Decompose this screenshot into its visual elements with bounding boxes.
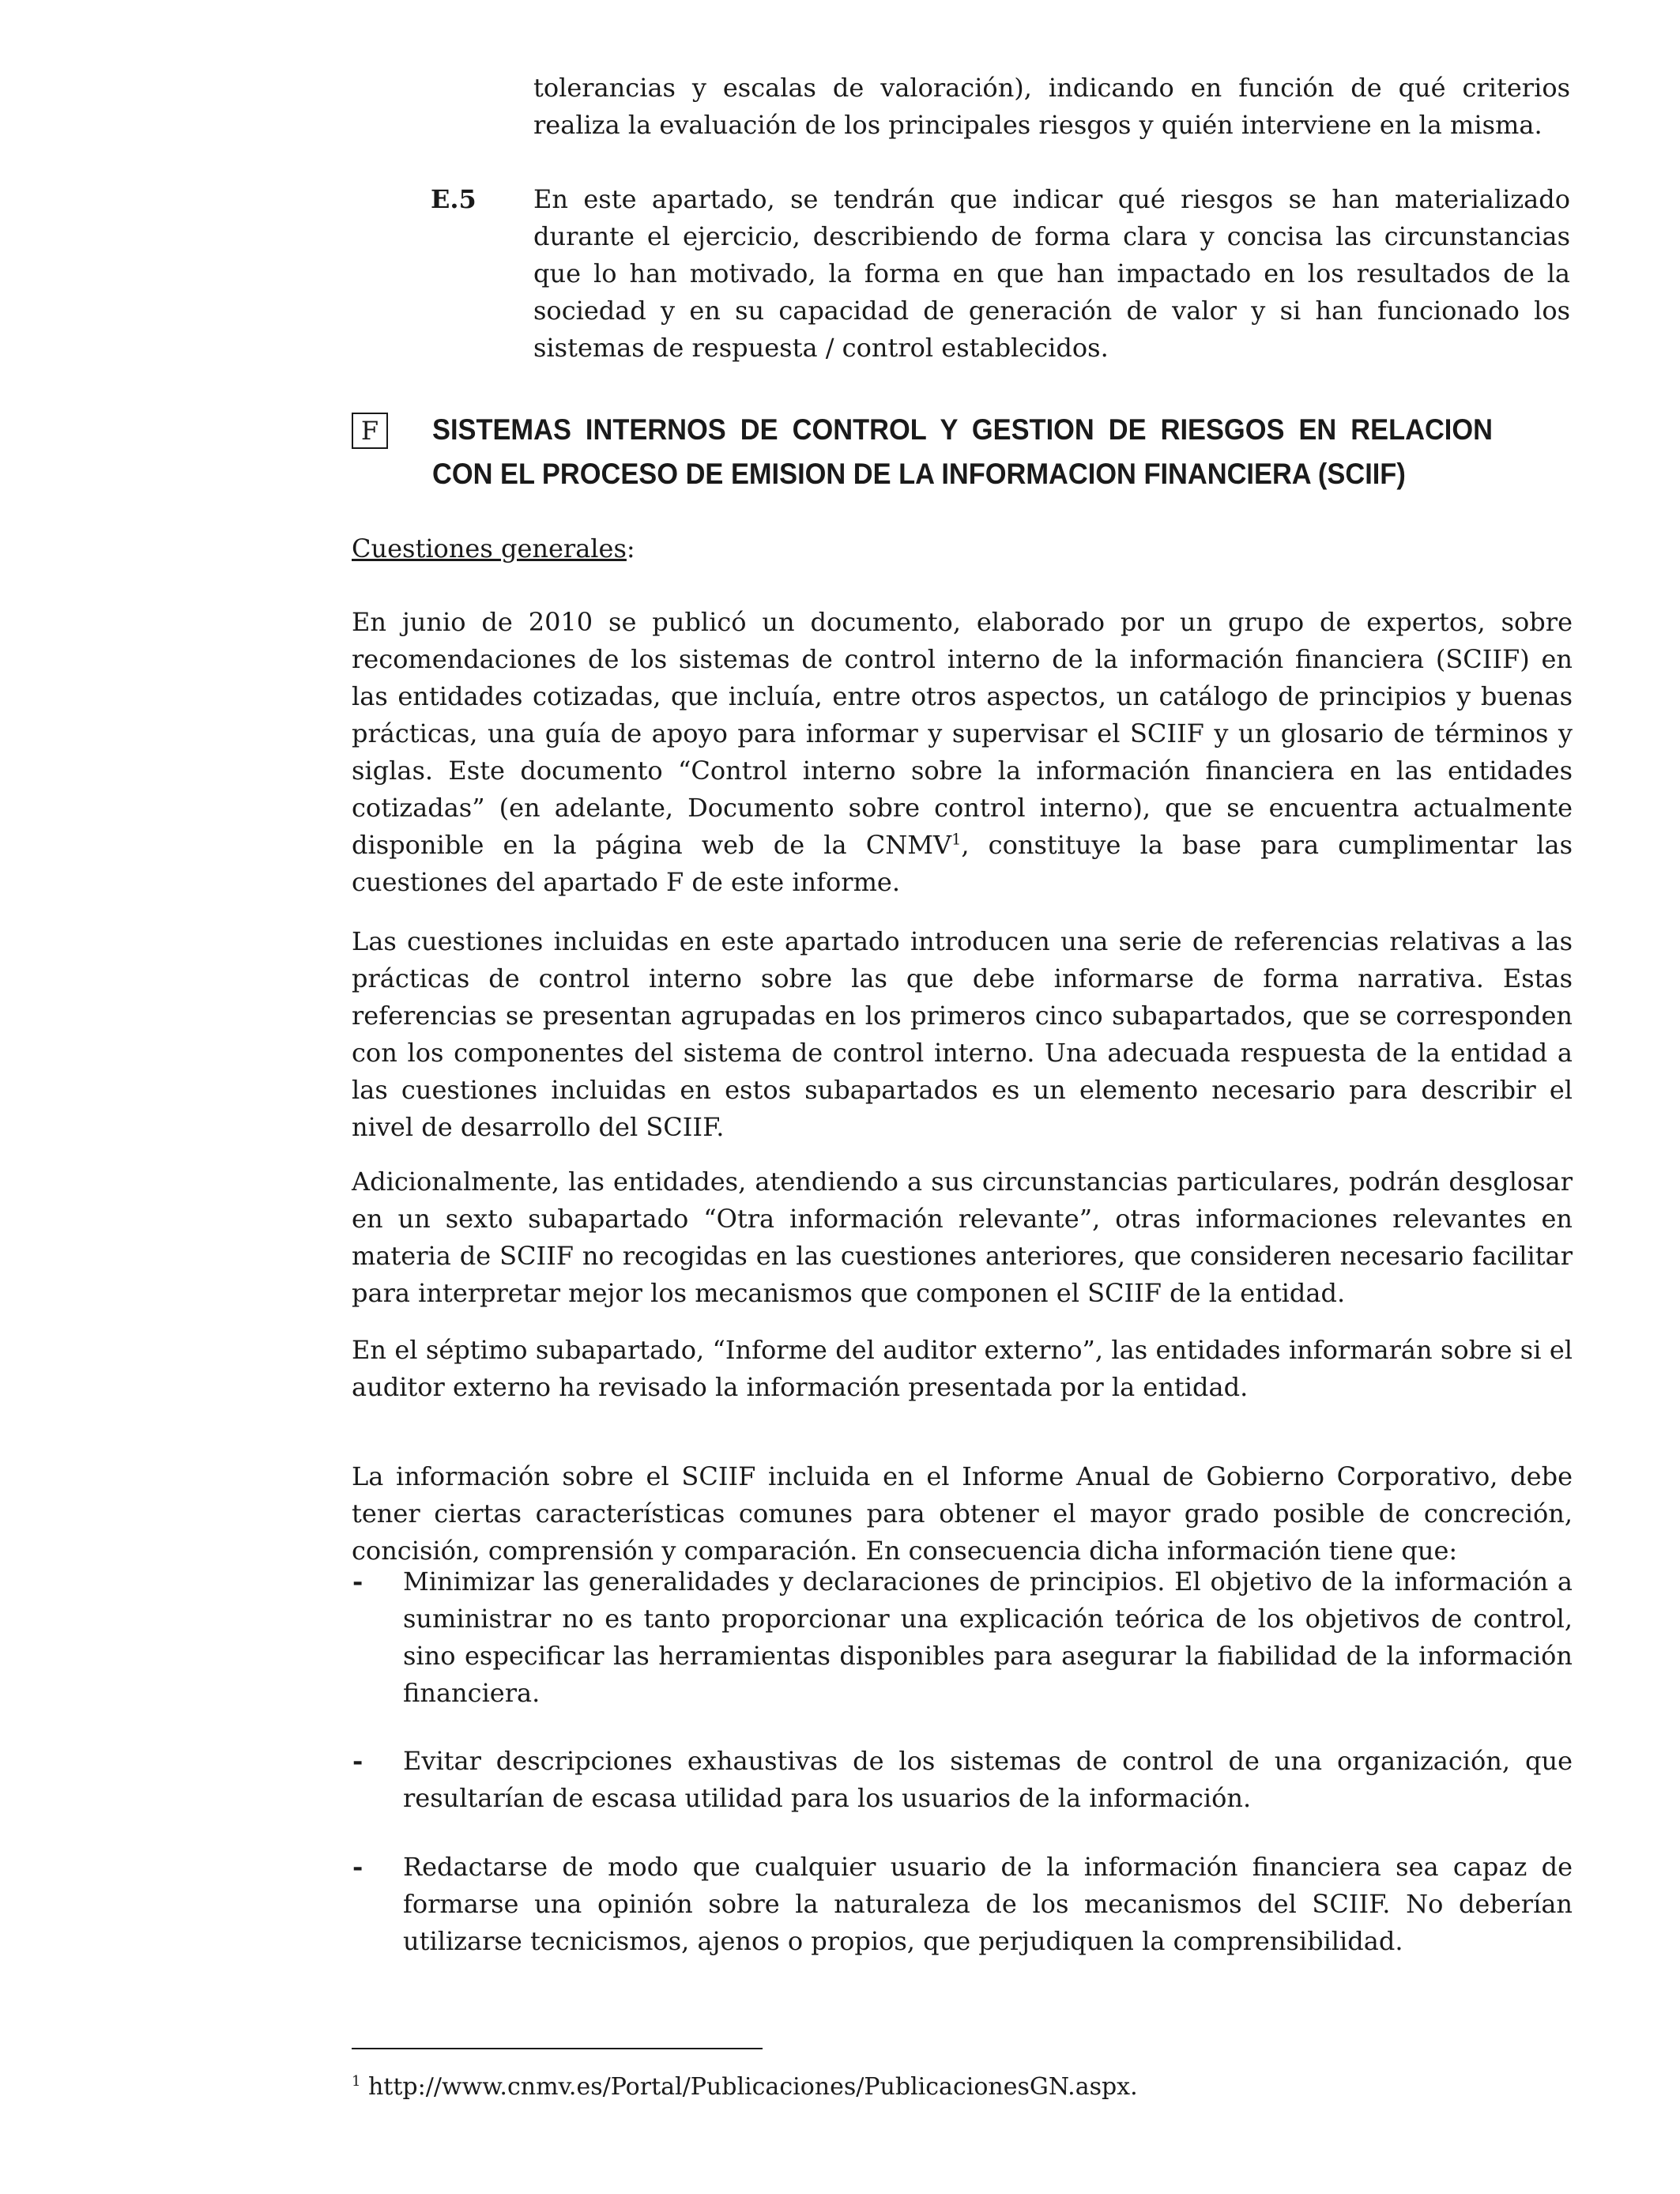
bullet-marker: - [352,1746,363,1776]
item-e5-text: En este apartado, se tendrán que indicar qué riesgos se han materializado durante el ejercicio, describiendo de forma clara y concisa las circunstancias que lo han motivado, la forma en que han impactado en los resultados de la sociedad y en su capacidad de generación de valor y si han funcionado los sistemas de respuesta / control establecidos. [533,184,1570,363]
bullet-marker: - [352,1852,363,1882]
paragraph-5: La información sobre el SCIIF incluida en el Informe Anual de Gobierno Corporativo, debe tener ciertas características comunes para obtener el mayor grado posible de concreción, concisión, comprensión y comparación. En consecuencia dicha información tiene que: [352,1461,1573,1566]
footnote-number: 1 [352,2073,361,2090]
paragraph-1 [352,604,1573,901]
intro-continuation-text: tolerancias y escalas de valoración), indicando en función de qué criterios realiza la evaluación de los principales riesgos y quién interviene en la misma. [533,73,1570,140]
paragraph-4: En el séptimo subapartado, “Informe del auditor externo”, las entidades informarán sobre si el auditor externo ha revisado la información presentada por la entidad. [352,1335,1573,1402]
item-number-e5: E.5 [431,184,477,214]
bullet-item-3: Redactarse de modo que cualquier usuario de la información financiera sea capaz de formarse una opinión sobre la naturaleza de los mecanismos del SCIIF. No deberían utilizarse tecnicismos, ajenos o propios, que perjudiquen la comprensibilidad. [403,1852,1573,1956]
paragraph-2: Las cuestiones incluidas en este apartado introducen una serie de referencias relativas a las prácticas de control interno sobre las que debe informarse de forma narrativa. Estas referencias se presentan agrupadas en los primeros cinco subapartados, que se corresponden con los componentes del sistema de control interno. Una adecuada respuesta de la entidad a las cuestiones incluidas en estos subapartados es un elemento necesario para describir el nivel de desarrollo del SCIIF. [352,926,1573,1142]
subheading [352,530,635,567]
bullet-item-2: Evitar descripciones exhaustivas de los sistemas de control de una organización, que resultarían de escasa utilidad para los usuarios de la información. [403,1746,1573,1813]
footnote-divider [352,2048,763,2049]
bullet-marker: - [352,1566,363,1596]
paragraph-3: Adicionalmente, las entidades, atendiendo a sus circunstancias particulares, podrán desglosar en un sexto subapartado “Otra información relevante”, otras informaciones relevantes en materia de SCIIF no recogidas en las cuestiones anteriores, que consideren necesario facilitar para interpretar mejor los mecanismos que componen el SCIIF de la entidad. [352,1167,1573,1308]
section-letter-box: F [352,413,388,449]
section-title: SISTEMAS INTERNOS DE CONTROL Y GESTION DE RIESGOS EN RELACION CON EL PROCESO DE EMISION DE LA INFORMACION FINANCIERA (SCIIF) [432,413,1493,490]
subheading-suffix: : [626,533,635,564]
subheading-label: Cuestiones generales [352,533,627,564]
footnote-url: http://www.cnmv.es/Portal/Publicaciones/PublicacionesGN.aspx. [360,2073,1138,2101]
footnote [352,2071,1138,2103]
footnote-reference: 1 [951,830,962,849]
paragraph-1-text-end: , constituye la base para cumplimentar las cuestiones del apartado F de este informe. [352,830,1573,897]
bullet-item-1: Minimizar las generalidades y declaraciones de principios. El objetivo de la información a suministrar no es tanto proporcionar una explicación teórica de los objetivos de control, sino especificar las herramientas disponibles para asegurar la fiabilidad de la información financiera. [403,1566,1573,1708]
paragraph-1-text: En junio de 2010 se publicó un documento, elaborado por un grupo de expertos, sobre recomendaciones de los sistemas de control interno de la información financiera (SCIIF) en las entidades cotizadas, que incluía, entre otros aspectos, un catálogo de principios y buenas prácticas, una guía de apoyo para informar y supervisar el SCIIF y un glosario de términos y siglas. Este documento “Control interno sobre la información financiera en las entidades cotizadas” (en adelante, Documento sobre control interno), que se encuentra actualmente disponible en la página web de la CNMV [352,607,1573,860]
